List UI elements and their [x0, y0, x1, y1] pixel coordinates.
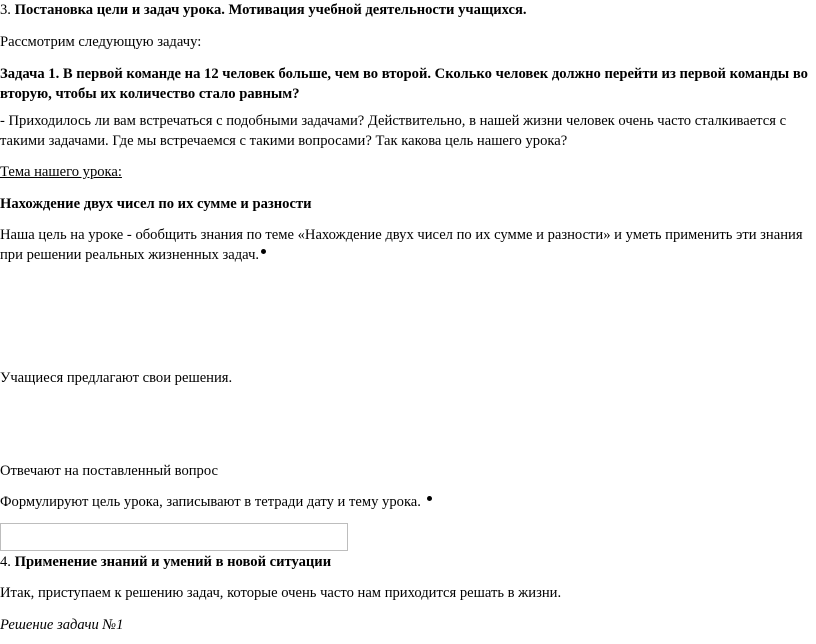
topic-label: Тема нашего урока: — [0, 164, 122, 180]
empty-text-box — [0, 523, 348, 551]
section-4-title: Применение знаний и умений в новой ситуации — [14, 554, 332, 570]
task-1-label: Задача 1. — [0, 66, 60, 82]
section-3-heading — [0, 0, 812, 20]
section-4-number: 4. — [0, 554, 15, 570]
answer-question-text: Отвечают на поставленный вопрос — [0, 463, 218, 479]
section-3-number: 3. — [0, 2, 15, 18]
task-1-statement — [0, 64, 812, 104]
section-3-title: Постановка цели и задач урока. Мотивация учебной деятельности учащихся. — [14, 2, 527, 18]
lesson-goal — [0, 225, 812, 265]
solution-label: Решение задачи №1 — [0, 617, 124, 633]
bullet-icon — [427, 496, 432, 501]
start-solving-text: Итак, приступаем к решению задач, которые очень часто нам приходится решать в жизни. — [0, 585, 562, 601]
lesson-goal-text: Наша цель на уроке - обобщить знания по теме «Нахождение двух чисел по их сумме и разности» и уметь применить эти знания при решении реальных жизненных задач. — [0, 227, 803, 263]
topic-title: Нахождение двух чисел по их сумме и разности — [0, 196, 312, 212]
task-1-text: В первой команде на 12 человек больше, чем во второй. Сколько человек должно перейти из первой команды во вторую, чтобы их количество стало равным? — [0, 66, 808, 102]
students-offer-text: Учащиеся предлагают свои решения. — [0, 370, 233, 386]
bullet-icon — [261, 249, 266, 254]
motivation-question: - Приходилось ли вам встречаться с подобными задачами? Действительно, в нашей жизни человек очень часто сталкивается с такими задачами. Где мы встречаемся с такими вопросами? Так какова цель нашего урока? — [0, 113, 787, 149]
section-4-heading — [0, 552, 812, 572]
formulate-goal-text: Формулируют цель урока, записывают в тетради дату и тему урока. — [0, 494, 425, 510]
formulate-goal — [0, 492, 812, 512]
intro-text: Рассмотрим следующую задачу: — [0, 34, 202, 50]
